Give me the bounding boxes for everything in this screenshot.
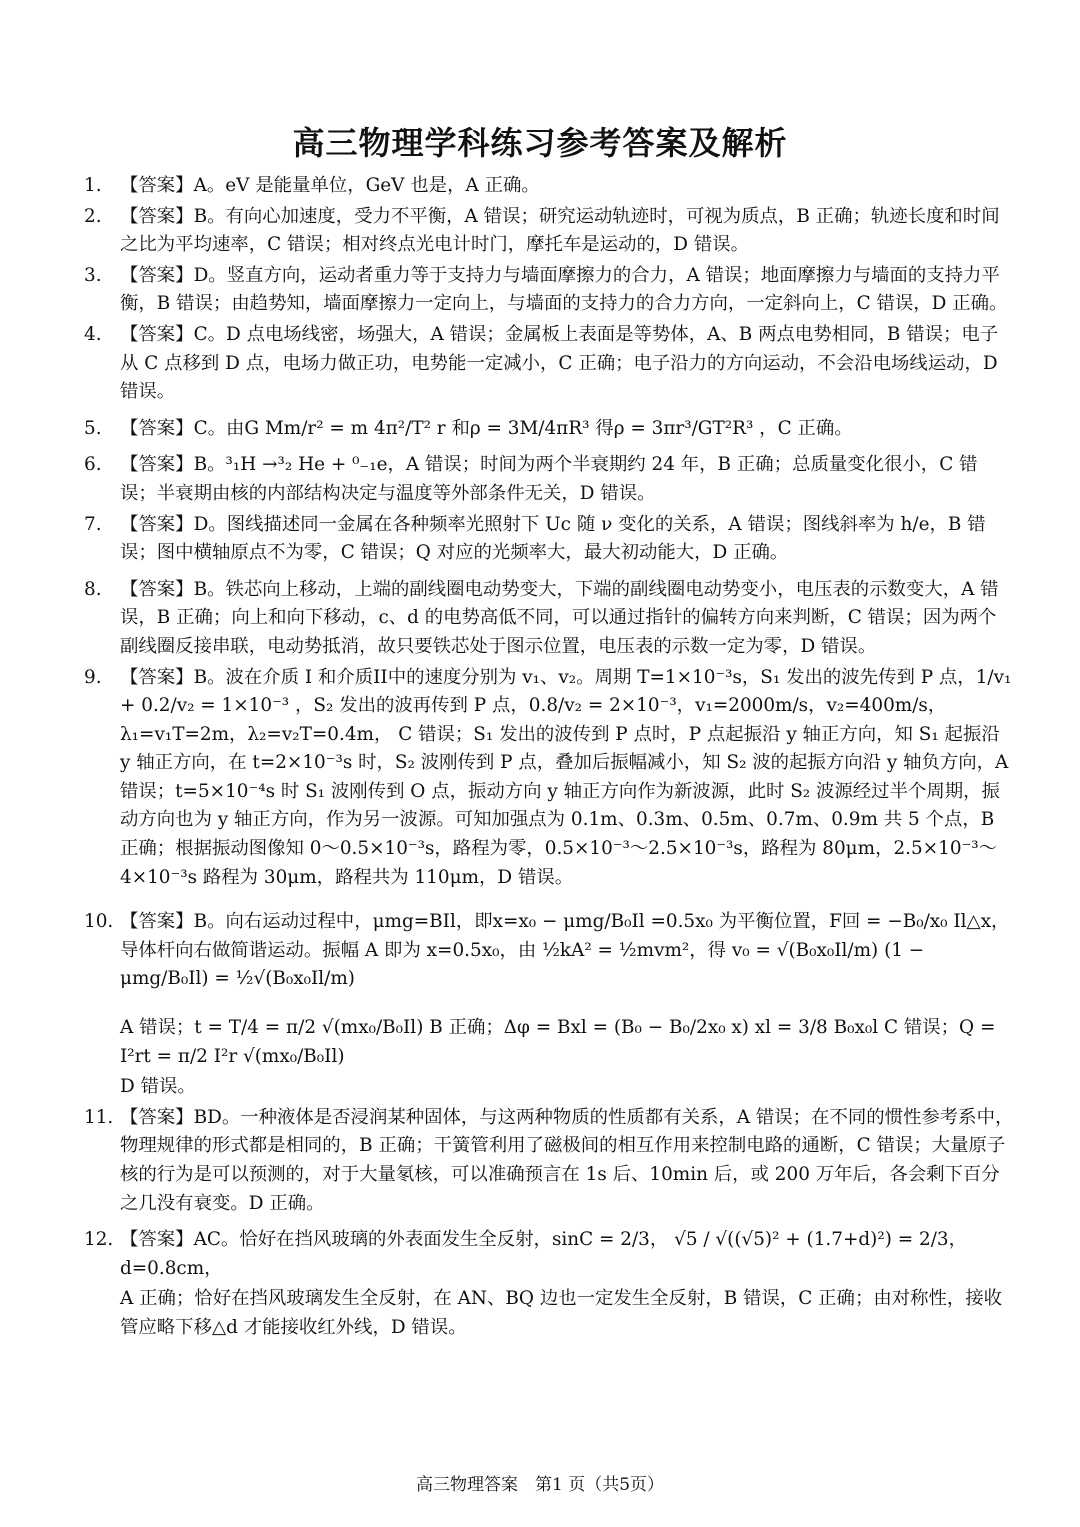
answer-item-7 <box>84 511 1014 568</box>
item-text: 【答案】B。向右运动过程中，μmg=BIl，即x=x₀ − μmg/B₀Il =0.5x₀ 为平衡位置，F回 = −B₀/x₀ Il△x，导体杆向右做简谐运动。振幅 A 即为 x=0.5x₀，由 ½kA² = ½mvm²，得 v₀ = √(B₀x₀Il/m) (1 − μmg/B₀Il) = ½√(B₀x₀Il/m) <box>120 911 1010 990</box>
item-text: 【答案】B。³₁H →³₂ He + ⁰₋₁e，A 错误；时间为两个半衰期约 24 年，B 正确；总质量变化很小，C 错误；半衰期由核的内部结构决定与温度等外部条件无关，D 错误。 <box>120 454 978 504</box>
item-number: 6. <box>84 454 102 476</box>
answer-item-5 <box>84 415 1014 444</box>
item-text: 【答案】B。有向心加速度，受力不平衡，A 错误；研究运动轨迹时，可视为质点，B 正确；轨迹长度和时间之比为平均速率，C 错误；相对终点光电计时门，摩托车是运动的，D 错误。 <box>120 205 1000 256</box>
item-text: 【答案】C。D 点电场线密，场强大，A 错误；金属板上表面是等势体，A、B 两点电势相同，B 错误；电子从 C 点移到 D 点，电场力做正功，电势能一定减小，C 正确；电子沿力的方向运动，不会沿电场线运动，D 错误。 <box>120 323 999 403</box>
item-number: 11. <box>84 1106 114 1128</box>
item-text: 【答案】B。铁芯向上移动，上端的副线圈电动势变大，下端的副线圈电动势变小，电压表的示数变大，A 错误，B 正确；向上和向下移动，c、d 的电势高低不同，可以通过指针的偏转方向来判断，C 错误；因为两个副线圈反接串联，电动势抵消，故只要铁芯处于图示位置，电压表的示数一定为零，D 错误。 <box>120 578 999 657</box>
answer-item-12-continued <box>84 1285 1014 1342</box>
item-text: 【答案】BD。一种液体是否浸润某种固体，与这两种物质的性质都有关系，A 错误；在不同的惯性参考系中，物理规律的形式都是相同的，B 正确；干簧管利用了磁极间的相互作用来控制电路的通断，C 错误；大量原子核的行为是可以预测的，对于大量氡核，可以准确预言在 1s 后、10min 后，或 200 万年后，各会剩下百分之几没有衰变。D 正确。 <box>120 1106 1014 1214</box>
answer-list <box>84 172 1014 1345</box>
item-number: 7. <box>84 513 102 535</box>
item-text: 【答案】D。竖直方向，运动者重力等于支持力与墙面摩擦力的合力，A 错误；地面摩擦力与墙面的支持力平衡，B 错误；由趋势知，墙面摩擦力一定向上，与墙面的支持力的合力方向，一定斜向上，C 错误，D 正确。 <box>120 264 1008 315</box>
item-text: 【答案】B。波在介质 I 和介质II中的速度分别为 v₁、v₂。周期 T=1×10⁻³s，S₁ 发出的波先传到 P 点，1/v₁ + 0.2/v₂ = 1×10⁻³ ，S₂ 发出的波再传到 P 点，0.8/v₂ = 2×10⁻³，v₁=2000m/s，v₂=400m/s，λ₁=v₁T=2m，λ₂=v₂T=0.4m， C 错误；S₁ 发出的波传到 P 点时，P 点起振沿 y 轴正方向，知 S₁ 起振沿 y 轴正方向，在 t=2×10⁻³s 时，S₂ 波刚传到 P 点，叠加后振幅减小，知 S₂ 波的起振方向沿 y 轴负方向，A 错误；t=5×10⁻⁴s 时 S₁ 波刚传到 O 点，振动方向 y 轴正方向作为新波源，此时 S₂ 波源经过半个周期，振动方向也为 y 轴正方向，作为另一波源。可知加强点为 0.1m、0.3m、0.5m、0.7m、0.9m 共 5 个点，B 正确；根据振动图像知 0～0.5×10⁻³s，路程为零，0.5×10⁻³～2.5×10⁻³s，路程为 80μm，2.5×10⁻³～4×10⁻³s 路程为 30μm，路程共为 110μm，D 错误。 <box>120 666 1012 888</box>
item-number: 10. <box>84 911 114 933</box>
answer-item-8 <box>84 576 1014 662</box>
answer-item-10-end <box>84 1073 1014 1102</box>
item-number: 3. <box>84 264 102 286</box>
item-number: 8. <box>84 578 102 600</box>
answer-item-12 <box>84 1226 1014 1283</box>
answer-item-4 <box>84 321 1014 407</box>
answer-item-11 <box>84 1104 1014 1218</box>
item-text: 【答案】D。图线描述同一金属在各种频率光照射下 Uc 随 ν 变化的关系，A 错误；图线斜率为 h/e，B 错误；图中横轴原点不为零，C 错误；Q 对应的光频率大，最大初动能大，D 正确。 <box>120 513 986 564</box>
item-number: 9. <box>84 666 102 688</box>
answer-item-1 <box>84 172 1014 201</box>
item-text: D 错误。 <box>120 1076 196 1098</box>
item-number: 4. <box>84 323 102 345</box>
item-number: 5. <box>84 417 102 439</box>
item-text: A 错误；t = T/4 = π/2 √(mx₀/B₀Il) B 正确；Δφ = Bxl = (B₀ − B₀/2x₀ x) xl = 3/8 B₀x₀l C 错误；Q = I²rt = π/2 I²r √(mx₀/B₀Il) <box>120 1017 996 1067</box>
answer-item-9 <box>84 664 1014 893</box>
item-number: 12. <box>84 1229 114 1251</box>
answer-item-10-continued <box>84 1014 1014 1071</box>
page-footer: 高三物理答案 第1 页（共5页） <box>415 1475 665 1495</box>
item-text: A 正确；恰好在挡风玻璃发生全反射，在 AN、BQ 边也一定发生全反射，B 错误，C 正确；由对称性，接收管应略下移△d 才能接收红外线，D 错误。 <box>120 1288 1003 1338</box>
answer-item-10 <box>84 908 1014 994</box>
item-number: 1. <box>84 175 102 196</box>
page-title: 高三物理学科练习参考答案及解析 <box>292 124 788 162</box>
item-number: 2. <box>84 205 102 227</box>
answer-item-3 <box>84 262 1014 319</box>
item-text: 【答案】C。由G Mm/r² = m 4π²/T² r 和ρ = 3M/4πR³ 得ρ = 3πr³/GT²R³ ，C 正确。 <box>120 417 853 439</box>
answer-item-2 <box>84 203 1014 260</box>
item-text: 【答案】A。eV 是能量单位，GeV 也是，A 正确。 <box>120 175 540 196</box>
item-text: 【答案】AC。恰好在挡风玻璃的外表面发生全反射，sinC = 2/3， √5 / √((√5)² + (1.7+d)²) = 2/3，d=0.8cm， <box>120 1229 967 1279</box>
answer-item-6 <box>84 451 1014 508</box>
